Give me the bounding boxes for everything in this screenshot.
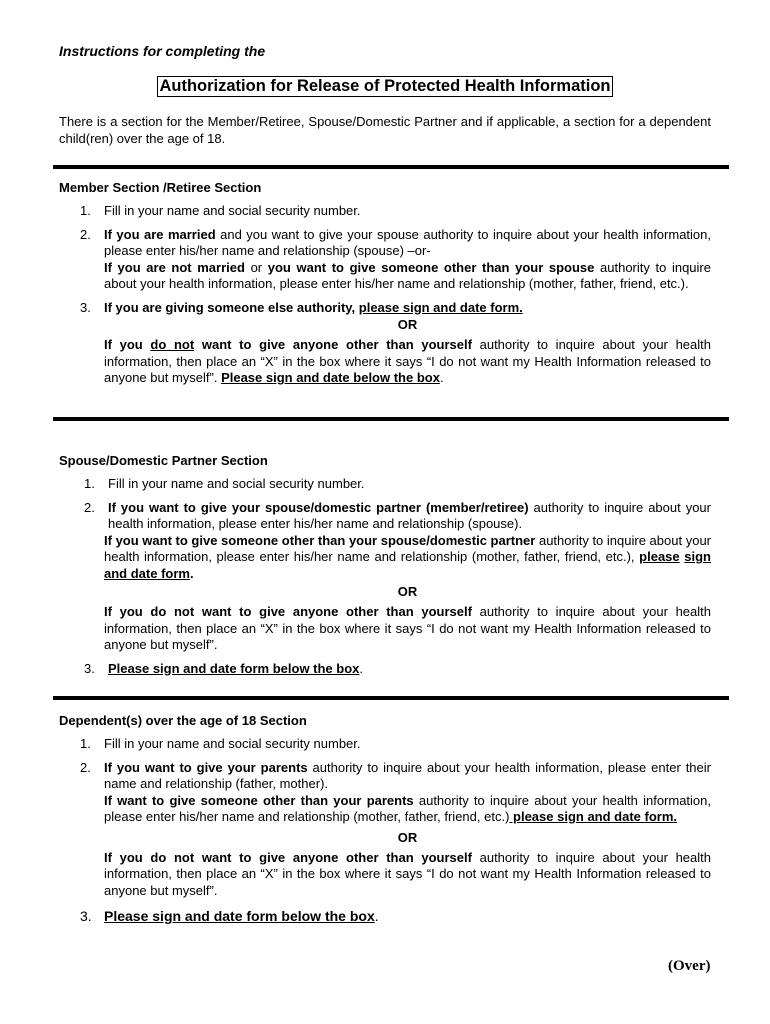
dependent-step-3: 3. Please sign and date form below the box. bbox=[80, 908, 379, 924]
step-number: 1. bbox=[80, 736, 91, 751]
form-title: Authorization for Release of Protected Health Information bbox=[159, 77, 611, 95]
spouse-step-2: 2. If you want to give your spouse/domestic partner (member/retiree) authority to inquire about your health information, please enter his/her name and relationship (spouse). If you want to give someone other than your spouse/domestic partner authority to inquire about your health information, please enter his/her name and relationship (mother, father, friend, etc.), please sign and date form. OR If you do not want to give anyone other than yourself authority to inquire about your health information, then place an “X” in the box where it says “I do not want my Health Information released to anyone but myself”. bbox=[59, 500, 711, 654]
member-section bbox=[59, 179, 711, 387]
member-section-title: Member Section /Retiree Section bbox=[59, 180, 262, 195]
dependent-opt-out-paragraph: If you do not want to give anyone other than yourself authority to inquire about your health information, then place an “X” in the box where it says “I do not want my Health Information released to anyone but myself”. bbox=[104, 849, 712, 898]
intro-paragraph: There is a section for the Member/Retiree, Spouse/Domestic Partner and if applicable, a section for a dependent child(ren) over the age of 18. bbox=[59, 114, 711, 146]
section-divider bbox=[53, 417, 729, 421]
section-divider bbox=[53, 696, 729, 700]
spouse-step-1: 1. Fill in your name and social security number. bbox=[84, 476, 365, 491]
dependent-step-2: 2. If you want to give your parents authority to inquire about your health information, please enter their name and relationship (father, mother). If want to give someone other than your parents authority to inquire about your health information, please enter his/her name and relationship (mother, father, friend, etc.) please sign and date form. OR If you do not want to give anyone other than yourself authority to inquire about your health information, then place an “X” in the box where it says “I do not want my Health Information released to anyone but myself”. bbox=[59, 760, 711, 900]
spouse-step-3: 3. Please sign and date form below the box. bbox=[84, 660, 364, 676]
instructions-heading: Instructions for completing the bbox=[59, 43, 266, 59]
member-step-1: 1. Fill in your name and social security number. bbox=[80, 203, 361, 218]
step-number: 1. bbox=[80, 203, 91, 218]
step-number: 3. bbox=[80, 908, 92, 924]
spouse-section bbox=[59, 452, 711, 677]
spouse-opt-out-paragraph: If you do not want to give anyone other than yourself authority to inquire about your health information, then place an “X” in the box where it says “I do not want my Health Information released to anyone but myself”. bbox=[104, 604, 712, 652]
step-number: 2. bbox=[80, 759, 91, 775]
dependent-step-1: 1. Fill in your name and social security number. bbox=[80, 736, 361, 751]
step-number: 2. bbox=[80, 226, 91, 242]
spouse-section-title: Spouse/Domestic Partner Section bbox=[59, 453, 268, 468]
dependent-section-title: Dependent(s) over the age of 18 Section bbox=[59, 713, 307, 728]
dependent-section bbox=[59, 712, 711, 925]
member-step-2: 2. If you are married and you want to give your spouse authority to inquire about your health information, please enter his/her name and relationship (spouse) –or- If you are not married or you want to give someone other than your spouse authority to inquire about your health information, please enter his/her name and relationship (mother, father, friend, etc.). bbox=[80, 226, 711, 291]
step-number: 3. bbox=[84, 660, 95, 676]
section-divider bbox=[53, 165, 729, 169]
or-separator: OR bbox=[397, 584, 418, 599]
step-number: 2. bbox=[84, 499, 95, 515]
step-number: 1. bbox=[84, 476, 95, 491]
step-number: 3. bbox=[80, 299, 91, 315]
member-opt-out-paragraph: If you do not want to give anyone other than yourself authority to inquire about your health information, then place an “X” in the box where it says “I do not want my Health Information released to anyone but myself”. Please sign and date below the box. bbox=[104, 337, 711, 385]
or-separator: OR bbox=[397, 829, 418, 845]
member-step-3: 3. If you are giving someone else authority, please sign and date form. OR If you do not want to give anyone other than yourself authority to inquire about your health information, then place an “X” in the box where it says “I do not want my Health Information released to anyone but myself”. Please sign and date below the box. bbox=[59, 300, 711, 387]
or-separator: OR bbox=[397, 317, 418, 332]
over-page-indicator: (Over) bbox=[668, 958, 711, 974]
